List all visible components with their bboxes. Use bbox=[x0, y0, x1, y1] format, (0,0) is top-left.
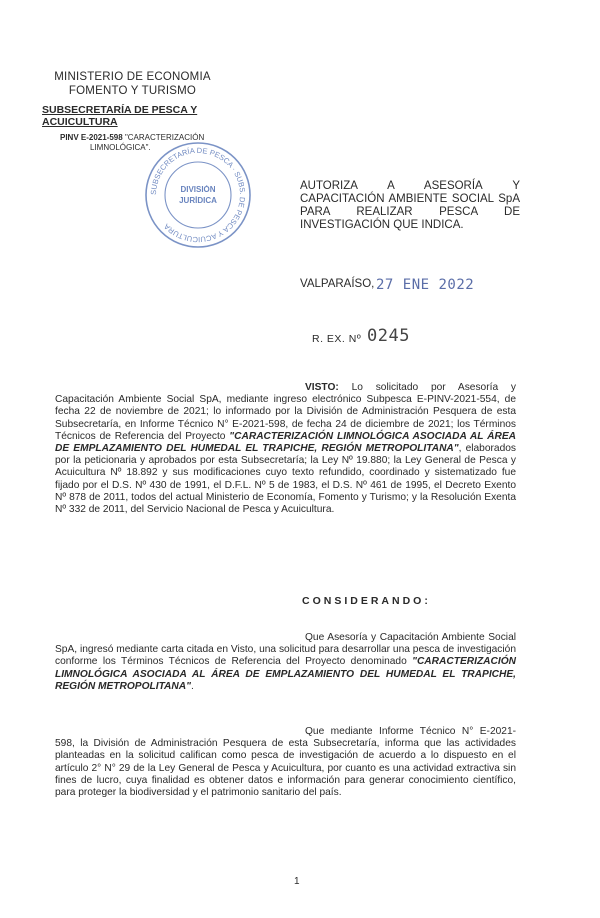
subsecretaria-line-2: ACUICULTURA bbox=[42, 116, 118, 128]
pinv-code: PINV E-2021-598 bbox=[60, 133, 123, 142]
ministry-line-1: MINISTERIO DE ECONOMIA bbox=[54, 71, 211, 83]
division-juridica-stamp-icon bbox=[143, 140, 253, 250]
visto-label: VISTO: bbox=[305, 382, 339, 393]
considerando-heading: CONSIDERANDO: bbox=[302, 595, 431, 607]
subsecretaria-heading bbox=[42, 104, 227, 128]
considerando-paragraph-1 bbox=[55, 632, 516, 693]
subsecretaria-line-1: SUBSECRETARÍA DE PESCA Y bbox=[42, 104, 198, 116]
pinv-description-2: LIMNOLÓGICA". bbox=[90, 143, 151, 152]
stamp-center-line-2: JURÍDICA bbox=[179, 196, 217, 205]
resolution-number: 0245 bbox=[367, 326, 410, 346]
page-number: 1 bbox=[294, 876, 300, 887]
considerando-p1-text: Que Asesoría y Capacitación Ambiente Social SpA, ingresó mediante carta citada en Visto, una solicitud para desarrollar una pesca de investigación conforme los Términos Técnicos de Referencia del Proyecto denominado bbox=[55, 632, 516, 668]
pinv-description: "CARACTERIZACIÓN bbox=[124, 133, 205, 142]
resolution-label: R. EX. Nº bbox=[312, 333, 362, 345]
visto-text-2: , elaborados por la peticionaria y aprobados por esta Subsecretaría; la Ley Nº 19.880; la Ley General de Pesca y Acuicultura Nº 18.892 y sus modificaciones cuyo texto refundido, coordinado y sistematizado fue fijado por el D.S. Nº 430 de 1991, el D.F.L. Nº 5 de 1983, el D.S. Nº 461 de 1995, el Decreto Exento Nº 878 de 2011, todos del actual Ministerio de Economía, Fomento y Turismo; y la Resolución Exenta Nº 332 de 2011, del Servicio Nacional de Pesca y Acuicultura. bbox=[55, 443, 516, 516]
ministry-line-2: FOMENTO Y TURISMO bbox=[68, 85, 197, 97]
considerando-paragraph-2: Que mediante Informe Técnico N° E-2021-598, la División de Administración Pesquera de esta Subsecretaría, informa que las actividades planteadas en la solicitud califican como pesca de investigación de acuerdo a lo dispuesto en el artículo 2° N° 29 de la Ley General de Pesca y Acuicultura, por cuanto es una actividad extractiva sin fines de lucro, cuya finalidad es obtener datos e información para generar conocimiento científico, para proteger la biodiversidad y el patrimonio sanitario del país. bbox=[55, 726, 516, 799]
considerando-p1-project: "CARACTERIZACIÓN LIMNOLÓGICA ASOCIADA AL ÁREA DE EMPLAZAMIENTO DEL HUMEDAL EL TRAPICHE, REGIÓN METROPOLITANA" bbox=[55, 656, 516, 692]
resolution-title: AUTORIZA A ASESORÍA Y CAPACITACIÓN AMBIENTE SOCIAL SpA PARA REALIZAR PESCA DE INVESTIGACIÓN QUE INDICA. bbox=[300, 180, 520, 231]
dateline-date-stamp: 27 ENE 2022 bbox=[376, 277, 475, 293]
ministry-heading bbox=[40, 70, 225, 98]
stamp-ring-text: SUBSECRETARÍA DE PESCA · SUBS. DE PESCA Y ACUICULTURA bbox=[148, 145, 248, 245]
stamp-center-line-1: DIVISIÓN bbox=[180, 185, 216, 194]
visto-project-title: "CARACTERIZACIÓN LIMNOLÓGICA ASOCIADA AL ÁREA DE EMPLAZAMIENTO DEL HUMEDAL EL TRAPICHE, REGIÓN METROPOLITANA" bbox=[55, 430, 516, 455]
dateline-place: VALPARAÍSO, bbox=[300, 278, 375, 290]
visto-text-1: Lo solicitado por Asesoría y Capacitación Ambiente Social SpA, mediante ingreso electrónico Subpesca E-PINV-2021-554, de fecha 22 de noviembre de 2021; lo informado por la División de Administración Pesquera de esta Subsecretaría, en Informe Técnico N° E-2021-598, de fecha 24 de diciembre de 2021; los Términos Técnicos de Referencia del Proyecto bbox=[55, 382, 516, 442]
visto-paragraph bbox=[55, 382, 516, 516]
considerando-p1-end: . bbox=[190, 680, 194, 692]
